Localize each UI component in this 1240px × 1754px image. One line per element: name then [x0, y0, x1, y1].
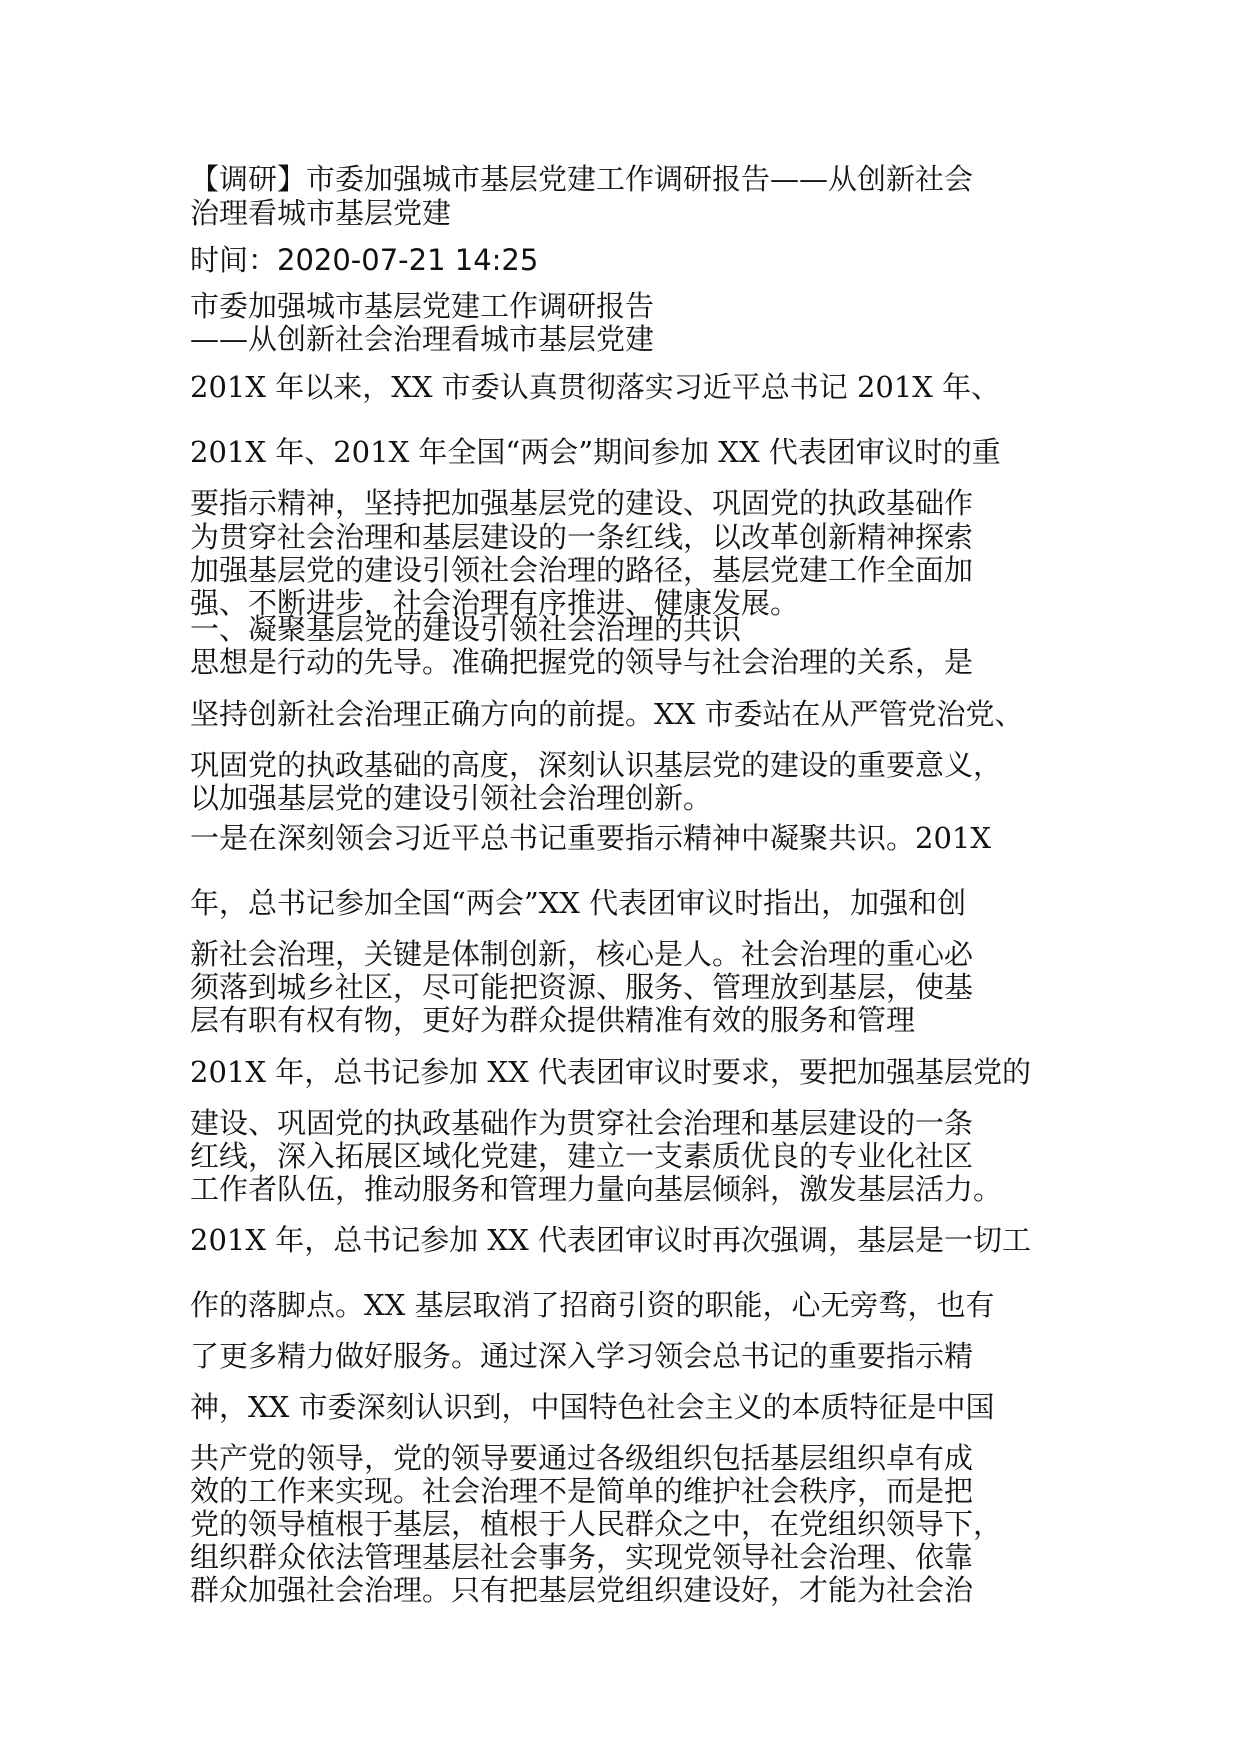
section-heading: 一、凝聚基层党的建设引领社会治理的共识 [190, 612, 742, 646]
document-title-line-1: 【调研】市委加强城市基层党建工作调研报告——从创新社会 [190, 162, 974, 196]
body-line: 坚持创新社会治理正确方向的前提。XX 市委站在从严管党治党、 [190, 697, 1024, 731]
body-line: 红线，深入拓展区域化党建，建立一支素质优良的专业化社区 [190, 1139, 974, 1173]
body-line: 一是在深刻领会习近平总书记重要指示精神中凝聚共识。201X [190, 821, 991, 855]
body-line: 共产党的领导，党的领导要通过各级组织包括基层组织卓有成 [190, 1441, 974, 1475]
body-line: 须落到城乡社区，尽可能把资源、服务、管理放到基层，使基 [190, 970, 974, 1004]
body-line: 年，总书记参加全国“两会”XX 代表团审议时指出，加强和创 [190, 886, 967, 920]
body-line: 201X 年以来，XX 市委认真贯彻落实习近平总书记 201X 年、 [190, 370, 1001, 404]
body-line: 党的领导植根于基层，植根于人民群众之中，在党组织领导下， [190, 1507, 1003, 1541]
body-line: 了更多精力做好服务。通过深入学习领会总书记的重要指示精 [190, 1339, 974, 1373]
body-line: 新社会治理，关键是体制创新，核心是人。社会治理的重心必 [190, 937, 974, 971]
body-line: 要指示精神，坚持把加强基层党的建设、巩固党的执政基础作 [190, 486, 974, 520]
body-line: 加强基层党的建设引领社会治理的路径，基层党建工作全面加 [190, 553, 974, 587]
body-line: 201X 年，总书记参加 XX 代表团审议时要求，要把加强基层党的 [190, 1055, 1031, 1089]
publish-time: 时间：2020-07-21 14:25 [190, 243, 539, 277]
body-line: 以加强基层党的建设引领社会治理创新。 [190, 781, 713, 815]
body-line: 为贯穿社会治理和基层建设的一条红线，以改革创新精神探索 [190, 520, 974, 554]
body-line: 组织群众依法管理基层社会事务，实现党领导社会治理、依靠 [190, 1540, 974, 1574]
document-subtitle-line-2: ——从创新社会治理看城市基层党建 [190, 322, 655, 356]
document-title-line-2: 治理看城市基层党建 [190, 196, 452, 230]
document-subtitle-line-1: 市委加强城市基层党建工作调研报告 [190, 289, 655, 323]
body-line: 效的工作来实现。社会治理不是简单的维护社会秩序，而是把 [190, 1474, 974, 1508]
body-line: 巩固党的执政基础的高度，深刻认识基层党的建设的重要意义， [190, 748, 1003, 782]
body-line: 群众加强社会治理。只有把基层党组织建设好，才能为社会治 [190, 1573, 974, 1607]
body-line: 思想是行动的先导。准确把握党的领导与社会治理的关系，是 [190, 645, 974, 679]
body-line: 强、不断进步，社会治理有序推进、健康发展。 [190, 586, 800, 620]
body-line: 层有职有权有物，更好为群众提供精准有效的服务和管理 [190, 1003, 916, 1037]
body-line: 201X 年，总书记参加 XX 代表团审议时再次强调，基层是一切工 [190, 1223, 1031, 1257]
body-line: 建设、巩固党的执政基础作为贯穿社会治理和基层建设的一条 [190, 1106, 974, 1140]
body-line: 工作者队伍，推动服务和管理力量向基层倾斜，激发基层活力。 [190, 1172, 1003, 1206]
body-line: 神，XX 市委深刻认识到，中国特色社会主义的本质特征是中国 [190, 1390, 995, 1424]
body-line: 作的落脚点。XX 基层取消了招商引资的职能，心无旁骛，也有 [190, 1288, 995, 1322]
body-line: 201X 年、201X 年全国“两会”期间参加 XX 代表团审议时的重 [190, 435, 1001, 469]
